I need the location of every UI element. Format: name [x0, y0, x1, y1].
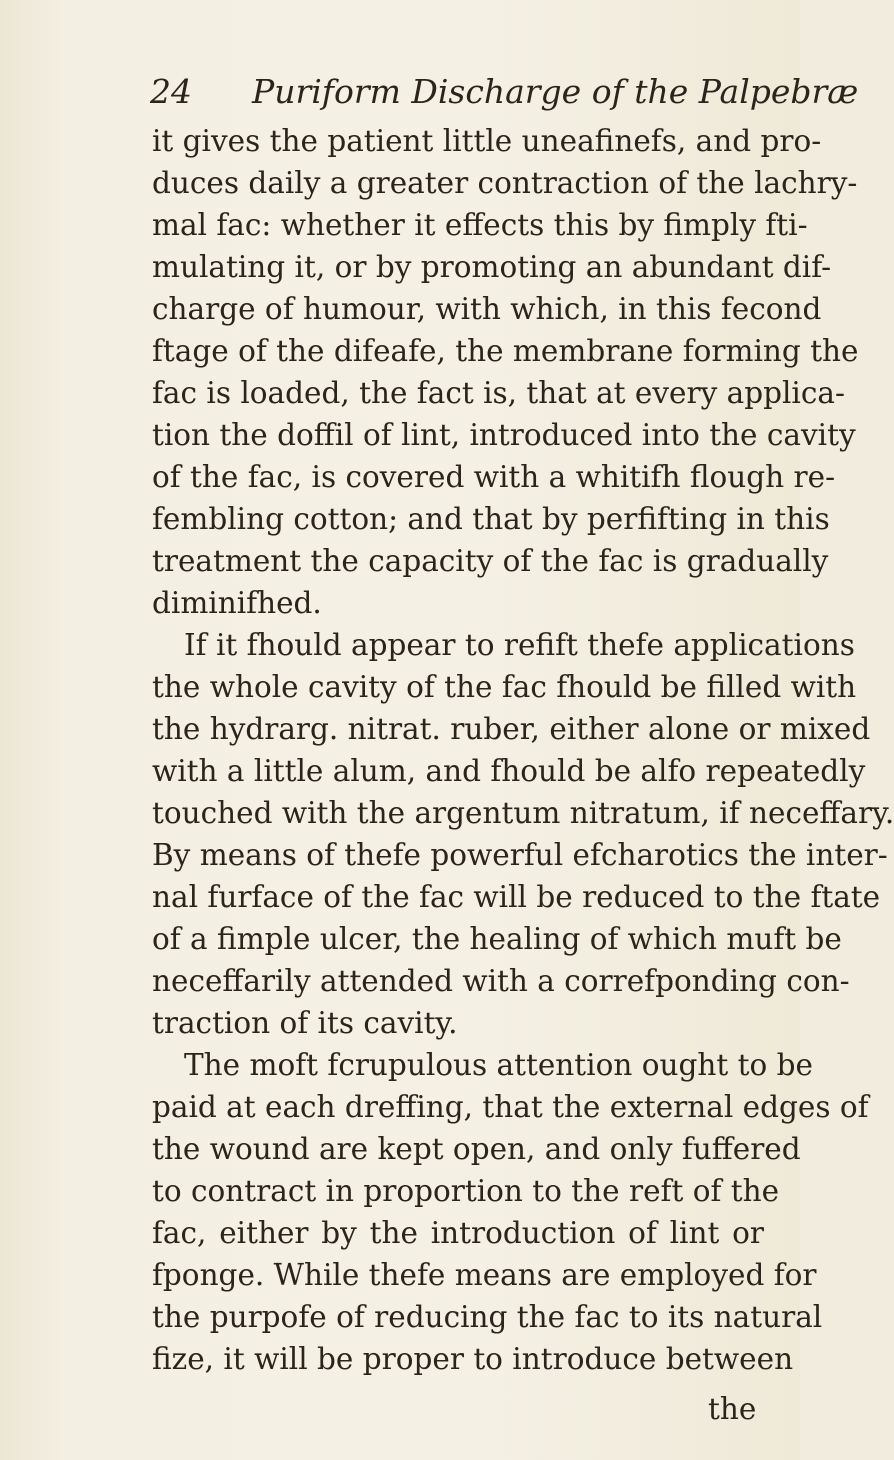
- text-line: of the fac, is covered with a whitifh flough re-: [152, 460, 836, 494]
- text-line: fponge. While thefe means are employed for: [152, 1258, 817, 1292]
- running-title: Puriform Discharge of the Palpebræ: [252, 72, 859, 111]
- running-head: [150, 68, 859, 116]
- text-line: with a little alum, and fhould be alfo repeatedly: [152, 754, 866, 788]
- paragraph-start-line: If it fhould appear to refift thefe applications: [184, 628, 855, 662]
- paragraph-start-line: The moft fcrupulous attention ought to be: [184, 1048, 813, 1082]
- text-line: the hydrarg. nitrat. ruber, either alone or mixed: [152, 712, 871, 746]
- text-line: it gives the patient little uneafinefs, and pro-: [152, 124, 822, 158]
- text-line: mulating it, or by promoting an abundant dif-: [152, 250, 832, 284]
- text-line: fac, either by the introduction of lint or: [152, 1216, 764, 1250]
- text-line: diminifhed.: [152, 586, 322, 620]
- page-number: 24: [150, 72, 192, 111]
- text-line: of a fimple ulcer, the healing of which muft be: [152, 922, 842, 956]
- text-line: duces daily a greater contraction of the lachry-: [152, 166, 858, 200]
- text-line: ftage of the difeafe, the membrane forming the: [152, 334, 859, 368]
- catchword: the: [708, 1392, 757, 1426]
- text-line: nal furface of the fac will be reduced to the ftate: [152, 880, 881, 914]
- text-line: fize, it will be proper to introduce between: [152, 1342, 794, 1376]
- text-line: mal fac: whether it effects this by fimply fti-: [152, 208, 808, 242]
- text-line: tion the doffil of lint, introduced into the cavity: [152, 418, 856, 452]
- text-line: paid at each dreffing, that the external edges of: [152, 1090, 869, 1124]
- text-line: the whole cavity of the fac fhould be filled with: [152, 670, 857, 704]
- text-line: fac is loaded, the fact is, that at every applica-: [152, 376, 845, 410]
- text-line: traction of its cavity.: [152, 1006, 458, 1040]
- text-line: the wound are kept open, and only fuffered: [152, 1132, 801, 1166]
- text-line: to contract in proportion to the reft of the: [152, 1174, 780, 1208]
- text-line: treatment the capacity of the fac is gradually: [152, 544, 829, 578]
- text-line: fembling cotton; and that by perfifting in this: [152, 502, 830, 536]
- text-line: By means of thefe powerful efcharotics the inter-: [152, 838, 888, 872]
- text-line: the purpofe of reducing the fac to its natural: [152, 1300, 823, 1334]
- text-line: neceffarily attended with a correfponding con-: [152, 964, 850, 998]
- text-line: touched with the argentum nitratum, if neceffary.: [152, 796, 894, 830]
- text-line: charge of humour, with which, in this fecond: [152, 292, 822, 326]
